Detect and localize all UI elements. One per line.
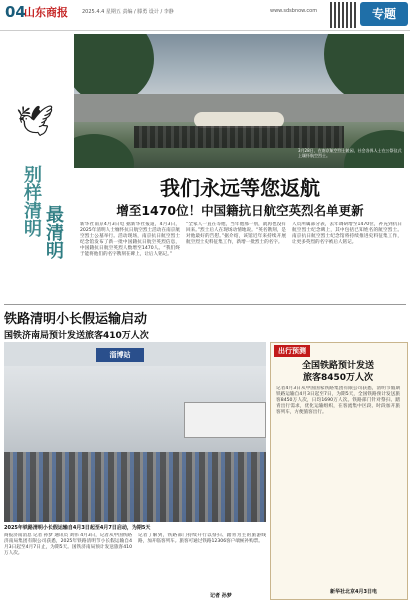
lead-column-2: “全家人一直在等他，当年他那一别，就再也没有回来。”烈士后人在现场动情地说。“英名镌刻，是对他最好的告慰。”据介绍，该馆近年来持续开展航空烈士史料征集工作，新增一批烈士的名字。	[186, 222, 286, 245]
forecast-tag: 出行预测	[274, 345, 310, 357]
swallow-icon: 🕊	[16, 104, 55, 139]
section-divider	[4, 304, 406, 305]
newspaper-brand: 山东商报	[24, 6, 68, 19]
page-number: 04	[5, 3, 26, 21]
qr-code-icon	[330, 2, 356, 28]
forecast-body: 记者4月3日从中国国家铁路集团有限公司获悉，清明节假期铁路运输自4月3日起至7日，为期5天，全国铁路预计发送旅客8450万人次，日均1690万人次。铁路部门针对祭扫、踏青出行需求，优化运输组织，在客流集中区段、时段加开旅客列车，方便旅客出行。	[276, 386, 400, 415]
forecast-title-1: 全国铁路预计发送	[301, 361, 374, 371]
station-photo	[4, 342, 266, 522]
lead-column-1: 新华社南京4月3日电 据新华社报道，4月3日，2025年清明人士缅怀抗日航空烈士活动在南京航空烈士公墓举行。活动现场，南京抗日航空烈士纪念馆发布了新一批中国籍抗日航空英烈信息，中国籍抗日航空英烈人数增至1470人。“我们终于能将他们的名字镌刻在碑上，让后人铭记。”	[80, 222, 180, 257]
article2-column-2: 记者了解到，铁路部门持续开行以祭扫、踏青为主的旅游线路，加开临客列车。旅客可通过铁路12306客户端候补购票。	[138, 533, 266, 544]
lead-headline: 我们永远等您返航	[160, 176, 320, 200]
article2-subheadline: 国铁济南局预计发送旅客410万人次	[4, 331, 149, 341]
station-sign: 淄博站	[96, 348, 144, 362]
site-url[interactable]: www.sdsbnow.com	[270, 8, 318, 14]
forecast-byline: 新华社北京4月3日电	[330, 589, 377, 595]
article2-byline: 记者 孙梦	[210, 593, 232, 599]
forecast-title-2: 旅客8450万人次	[302, 373, 374, 383]
station-photo-caption: 2025年铁路清明小长假运输自4月3日起至4月7日启动，为期5天	[4, 525, 151, 531]
section-tag: 专题	[360, 2, 408, 26]
article2-column-1: 商报济南消息 记者 孙梦 通讯员 刘伟 4月3日，记者从中国铁路济南局集团有限公司获悉，2025年铁路清明节小长假运输自4月3日起至4月7日止，为期5天。国铁济南局预计发送旅客410万人次。	[4, 533, 132, 556]
issue-meta: 2025.4.4 星期五 责编 / 滕勇 设计 / 李静	[82, 9, 174, 15]
vertical-title-1: 别样清明	[21, 165, 42, 237]
lead-subheadline: 增至1470位！中国籍抗日航空英烈名单更新	[116, 203, 364, 218]
article2-headline: 铁路清明小长假运输启动	[4, 312, 148, 327]
page-header	[0, 0, 410, 31]
lead-photo-caption: 3月28日，在南京航空烈士陵园，社会各界人士在公祭仪式上缅怀航空烈士。	[298, 148, 402, 158]
vertical-title-2: 最清明	[43, 205, 64, 259]
lead-column-3: 人员所属部分表，去年调研增至1470位，补充到抗日航空烈士纪念碑上，其中包括已知姓名的航空烈士。南京抗日航空烈士纪念馆将持续推进史料征集工作，让更多英烈的名字被后人铭记。	[292, 222, 402, 245]
